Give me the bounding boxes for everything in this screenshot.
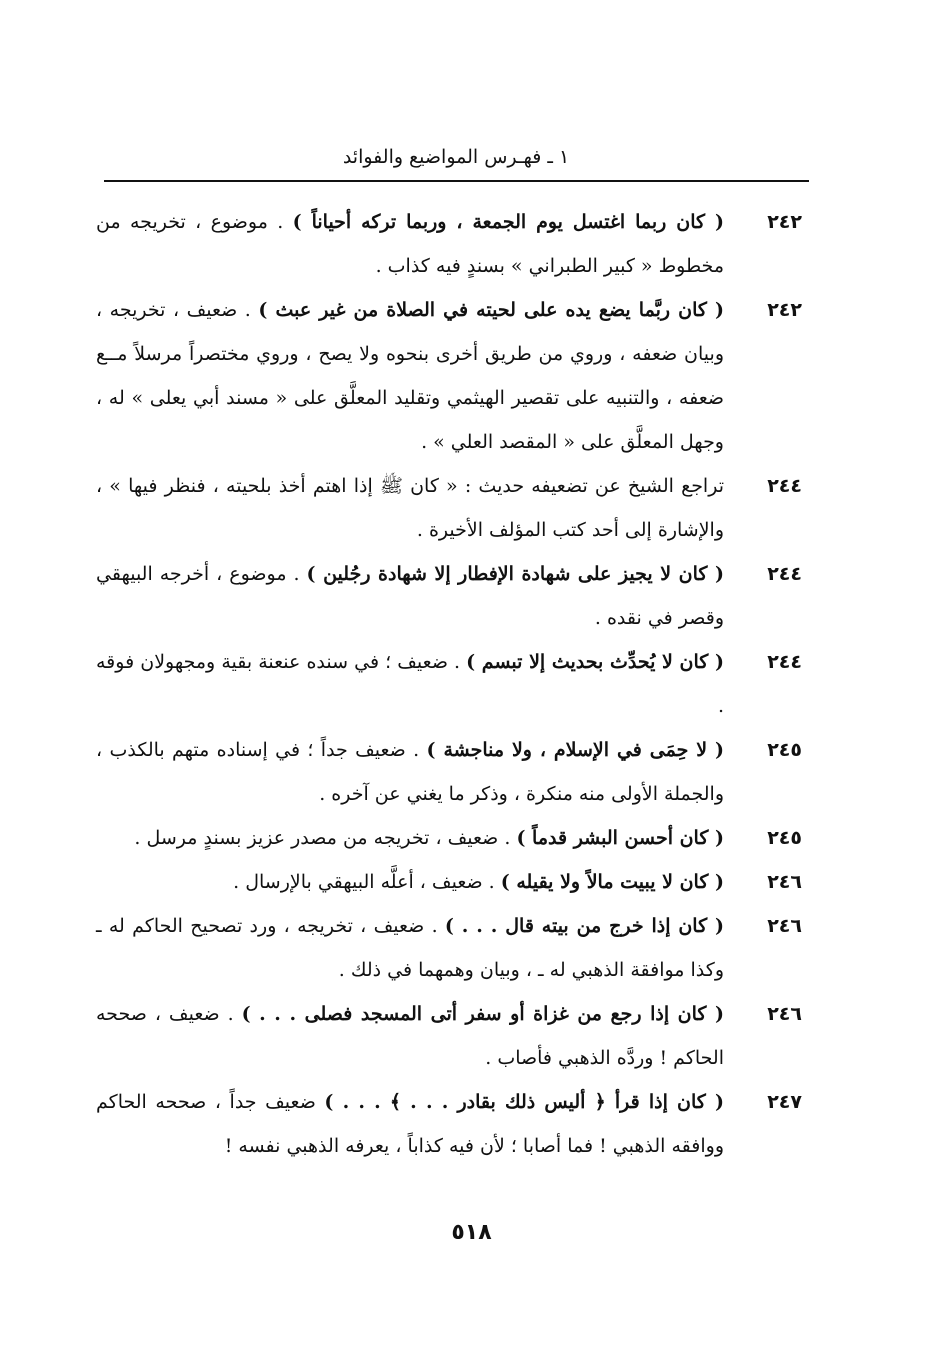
entry-note: . ضعيف ، تخريجه ، وبيان ضعفه ، وروي من طريق أخرى بنحوه ولا يصح ، وروي مختصراً مرسلاً مــع ضعفه ، والتنبيه على تقصير الهيثمي وتقليد المعلَّق على « مسند أبي يعلى » له ، وجهل المعلَّق على « المقصد العلي » . xyxy=(96,299,724,453)
entry-page-number: ٢٤٤ xyxy=(767,475,802,497)
index-entry xyxy=(96,860,808,904)
hadith-quote: ( كان أحسن البشر قدماً ) xyxy=(516,827,724,849)
entry-note: . ضعيف ، أعلَّه البيهقي بالإرسال . xyxy=(233,871,501,893)
index-entries xyxy=(96,200,808,1168)
entry-page-number: ٢٤٢ xyxy=(767,211,802,233)
hadith-quote: ( كان إذا رجع من غزاة أو سفر أتى المسجد فصلى . . . ) xyxy=(241,1003,724,1025)
entry-note: . ضعيف ، تخريجه ، ورد تصحيح الحاكم له ـ وكذا موافقة الذهبي له ـ ، وبيان وهمهما في ذلك . xyxy=(96,915,724,981)
index-entry xyxy=(96,464,808,552)
entry-page-number: ٢٤٦ xyxy=(767,871,802,893)
hadith-quote: ( كان لا يجيز على شهادة الإفطار إلا شهادة رجُلين ) xyxy=(306,563,724,585)
hadith-quote: ( كان إذا خرج من بيته قال . . . ) xyxy=(444,915,724,937)
page-number: ٥١٨ xyxy=(451,1220,492,1245)
entry-note: ضعيف جداً ، صححه الحاكم ووافقه الذهبي ! فما أصابا ؛ لأن فيه كذاباً ، يعرفه الذهبي نفسه ! xyxy=(96,1091,724,1157)
entry-text xyxy=(96,288,724,464)
index-entry xyxy=(96,200,808,288)
hadith-quote: ( كان لا يبيت مالاً ولا يقيله ) xyxy=(500,871,724,893)
index-entry xyxy=(96,1080,808,1168)
hadith-quote: ( كان ربَّما يضع يده على لحيته في الصلاة من غير عبث ) xyxy=(258,299,724,321)
hadith-quote: ( كان ربما اغتسل يوم الجمعة ، وربما تركه أحياناً ) xyxy=(292,211,724,233)
entry-page-number: ٢٤٤ xyxy=(767,651,802,673)
index-entry xyxy=(96,992,808,1080)
entry-note: . ضعيف ، تخريجه من مصدر عزيز بسندٍ مرسل . xyxy=(134,827,517,849)
entry-text xyxy=(96,464,724,552)
entry-text xyxy=(96,904,724,992)
entry-text xyxy=(96,992,724,1080)
index-entry xyxy=(96,904,808,992)
hadith-quote: ( كان إذا قرأ ﴿ أليس ذلك بقادر . . . ﴾ . . . ) xyxy=(324,1091,724,1113)
entry-note: . موضوع ، تخريجه من مخطوط « كبير الطبراني » بسندٍ فيه كذاب . xyxy=(96,211,724,277)
index-entry xyxy=(96,552,808,640)
running-header: ١ ـ فهـرس المواضيع والفوائد xyxy=(342,146,570,168)
entry-text xyxy=(96,200,724,288)
entry-page-number: ٢٤٧ xyxy=(767,1091,802,1113)
entry-note: . ضعيف ، صححه الحاكم ! وردَّه الذهبي فأصاب . xyxy=(96,1003,724,1069)
index-entry xyxy=(96,640,808,728)
entry-note: . ضعيف ؛ في سنده عنعنة بقية ومجهولان فوقه . xyxy=(96,651,724,717)
index-entry xyxy=(96,816,808,860)
entry-note: . ضعيف جداً ؛ في إسناده متهم بالكذب ، والجملة الأولى منه منكرة ، وذكر ما يغني عن آخره . xyxy=(96,739,724,805)
entry-text xyxy=(96,860,724,904)
entry-note: تراجع الشيخ عن تضعيفه حديث : « كان ﷺ إذا اهتم أخذ بلحيته ، فنظر فيها » ، والإشارة إلى أحد كتب المؤلف الأخيرة . xyxy=(96,475,724,541)
header-rule xyxy=(104,180,809,182)
entry-page-number: ٢٤٦ xyxy=(767,915,802,937)
hadith-quote: ( لا حِمَى في الإسلام ، ولا مناجشة ) xyxy=(426,739,725,761)
entry-text xyxy=(96,640,724,728)
entry-text xyxy=(96,552,724,640)
entry-text xyxy=(96,1080,724,1168)
entry-note: . موضوع ، أخرجه البيهقي وقصر في نقده . xyxy=(96,563,724,629)
index-entry xyxy=(96,728,808,816)
index-entry xyxy=(96,288,808,464)
entry-page-number: ٢٤٤ xyxy=(767,563,802,585)
entry-page-number: ٢٤٥ xyxy=(767,827,802,849)
entry-page-number: ٢٤٢ xyxy=(767,299,802,321)
hadith-quote: ( كان لا يُحدِّث بحديث إلا تبسم ) xyxy=(466,651,724,673)
entry-page-number: ٢٤٥ xyxy=(767,739,802,761)
entry-page-number: ٢٤٦ xyxy=(767,1003,802,1025)
entry-text xyxy=(96,816,724,860)
entry-text xyxy=(96,728,724,816)
